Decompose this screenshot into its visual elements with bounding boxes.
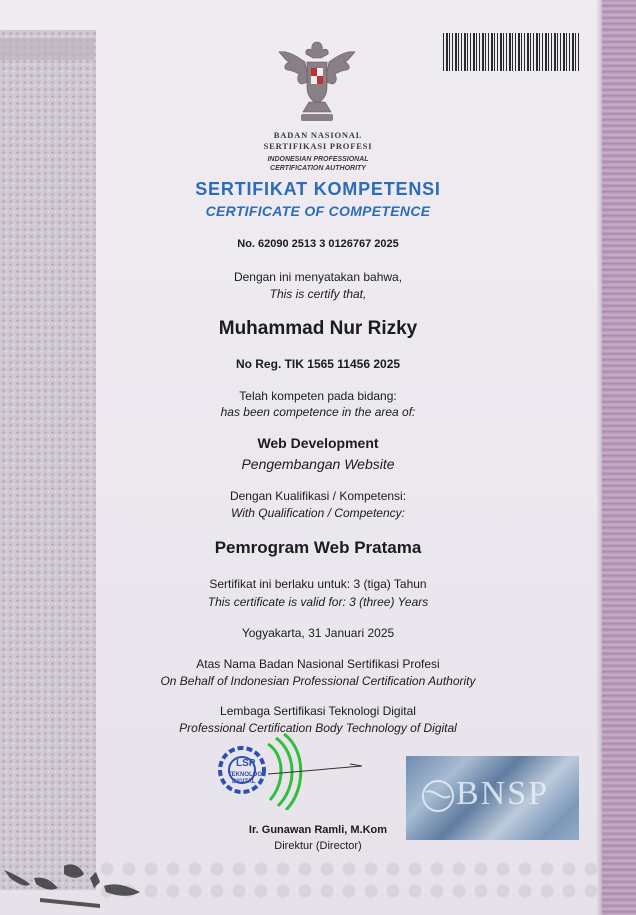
competence-field-en: Pengembangan Website [241, 456, 395, 472]
on-behalf-en: On Behalf of Indonesian Professional Certification Authority [160, 674, 476, 688]
place-date: Yogyakarta, 31 Januari 2025 [241, 626, 395, 640]
security-strip-left [0, 38, 94, 60]
barcode [443, 33, 581, 71]
competence-intro-id: Telah kompeten pada bidang: [239, 389, 397, 403]
qualification-title: Pemrogram Web Pratama [214, 538, 422, 557]
signature-icon [266, 760, 366, 780]
authority-name-id [0, 130, 636, 152]
seal-line2-text: DIGITAL [232, 779, 256, 785]
certificate-title-english: CERTIFICATE OF COMPETENCE [205, 203, 431, 219]
signer-title: Direktur (Director) [274, 840, 362, 852]
qualification-intro-id: Dengan Kualifikasi / Kompetensi: [229, 489, 407, 503]
certification-body-en: Professional Certification Body Technology of Digital [179, 721, 457, 735]
garuda-emblem-icon [275, 36, 359, 126]
certificate-title: SERTIFIKAT KOMPETENSI [195, 179, 441, 199]
competence-intro-en: has been competence in the area of: [220, 405, 416, 419]
validity-id: Sertifikat ini berlaku untuk: 3 (tiga) Tahun [209, 577, 427, 591]
hologram-globe-icon [420, 778, 456, 814]
authority-name-en [0, 155, 636, 173]
watermark-pattern [96, 858, 601, 898]
hologram-text: BNSP [456, 775, 550, 812]
registration-number: No Reg. TIK 1565 11456 2025 [235, 357, 401, 371]
certificate-number: No. 62090 2513 3 0126767 2025 [237, 238, 399, 250]
declaration-id: Dengan ini menyatakan bahwa, [233, 270, 403, 284]
competence-field-id: Web Development [257, 435, 379, 451]
on-behalf-id: Atas Nama Badan Nasional Sertifikasi Profesi [196, 657, 440, 671]
indonesia-map-icon [0, 848, 160, 915]
seal-line1-text: TEKNOLOGI [228, 772, 264, 778]
seal-lsp-text: LSP [236, 758, 256, 769]
holder-name: Muhammad Nur Rizky [218, 318, 418, 339]
authority-name-id-line2: SERTIFIKASI PROFESI [263, 141, 373, 151]
authority-name-id-line1: BADAN NASIONAL [273, 130, 363, 140]
declaration-en: This is certify that, [269, 287, 367, 301]
validity-en: This certificate is valid for: 3 (three) Years [207, 595, 429, 609]
authority-name-en-line1: INDONESIAN PROFESSIONAL [267, 156, 369, 163]
signer-name: Ir. Gunawan Ramli, M.Kom [248, 824, 388, 836]
qualification-intro-en: With Qualification / Competency: [231, 506, 405, 520]
authority-name-en-line2: CERTIFICATION AUTHORITY [270, 165, 366, 172]
certification-body-id: Lembaga Sertifikasi Teknologi Digital [220, 704, 416, 718]
